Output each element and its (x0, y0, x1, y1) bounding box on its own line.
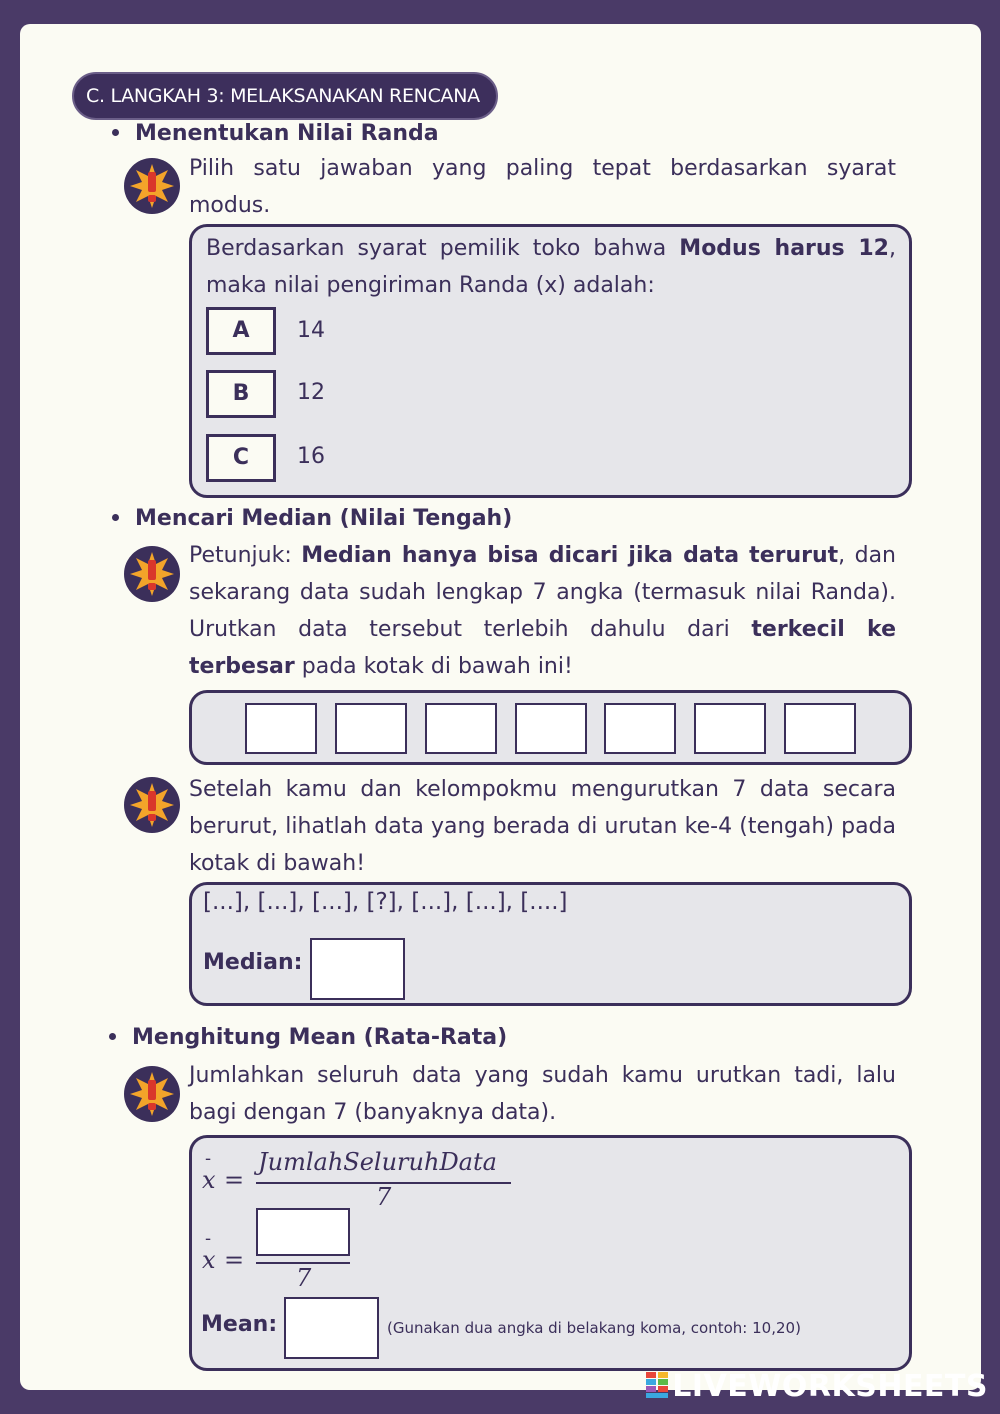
sorted-data-input-6[interactable] (694, 703, 766, 754)
liveworksheets-logo: LIVEWORKSHEETS (646, 1369, 988, 1404)
heading-mean: Menghitung Mean (Rata-Rata) (109, 1025, 507, 1050)
warning-icon (124, 546, 180, 602)
sorted-data-input-7[interactable] (784, 703, 856, 754)
sorted-data-input-3[interactable] (425, 703, 497, 754)
formula-denominator: 7 (296, 1264, 312, 1292)
option-b-value: 12 (297, 380, 325, 405)
warning-icon (124, 1066, 180, 1122)
option-b-button[interactable]: B (206, 370, 276, 418)
option-c-button[interactable]: C (206, 434, 276, 482)
median-sequence: [...], [...], [...], [?], [...], [...], [....] (203, 889, 568, 915)
mean-label: Mean: (201, 1312, 278, 1337)
sorted-data-input-5[interactable] (604, 703, 676, 754)
warning-icon (124, 777, 180, 833)
mean-format-note: (Gunakan dua angka di belakang koma, contoh: 10,20) (387, 1319, 801, 1337)
mean-instruction: Jumlahkan seluruh data yang sudah kamu urutkan tadi, lalu bagi dengan 7 (banyaknya data). (189, 1063, 896, 1125)
median-input[interactable] (310, 938, 405, 1000)
median-instruction: Setelah kamu dan kelompokmu mengurutkan 7 data secara berurut, lihatlah data yang berada di urutan ke-4 (tengah) pada kotak di bawah! (189, 777, 896, 876)
equals-sign: = (224, 1166, 245, 1194)
section-title: C. LANGKAH 3: MELAKSANAKAN RENCANA (72, 72, 498, 120)
sorted-data-input-1[interactable] (245, 703, 317, 754)
median-label: Median: (203, 950, 303, 975)
liveworksheets-icon (646, 1372, 668, 1398)
formula-denominator: 7 (376, 1183, 392, 1211)
option-c-value: 16 (297, 444, 325, 469)
warning-icon (124, 158, 180, 214)
sum-input[interactable] (256, 1208, 350, 1256)
formula-numerator: JumlahSeluruhData (258, 1148, 497, 1176)
sorted-data-input-4[interactable] (515, 703, 587, 754)
modus-instruction: Pilih satu jawaban yang paling tepat berdasarkan syarat modus. (189, 156, 896, 218)
option-a-value: 14 (297, 318, 325, 343)
equals-sign: = (224, 1246, 245, 1274)
xbar-symbol: - x (202, 1148, 216, 1194)
modus-question: Berdasarkan syarat pemilik toko bahwa Modus harus 12, maka nilai pengiriman Randa (x) adalah: (206, 236, 896, 298)
sorted-data-input-2[interactable] (335, 703, 407, 754)
heading-median: Mencari Median (Nilai Tengah) (112, 506, 512, 531)
option-a-button[interactable]: A (206, 307, 276, 355)
median-hint: Petunjuk: Median hanya bisa dicari jika data terurut, dan sekarang data sudah lengkap 7 angka (termasuk nilai Randa). Urutkan data tersebut terlebih dahulu dari terkecil ke terbesar pada kotak di bawah ini! (189, 543, 896, 679)
heading-modus: Menentukan Nilai Randa (112, 121, 439, 146)
xbar-symbol: - x (202, 1228, 216, 1274)
mean-input[interactable] (284, 1297, 379, 1359)
